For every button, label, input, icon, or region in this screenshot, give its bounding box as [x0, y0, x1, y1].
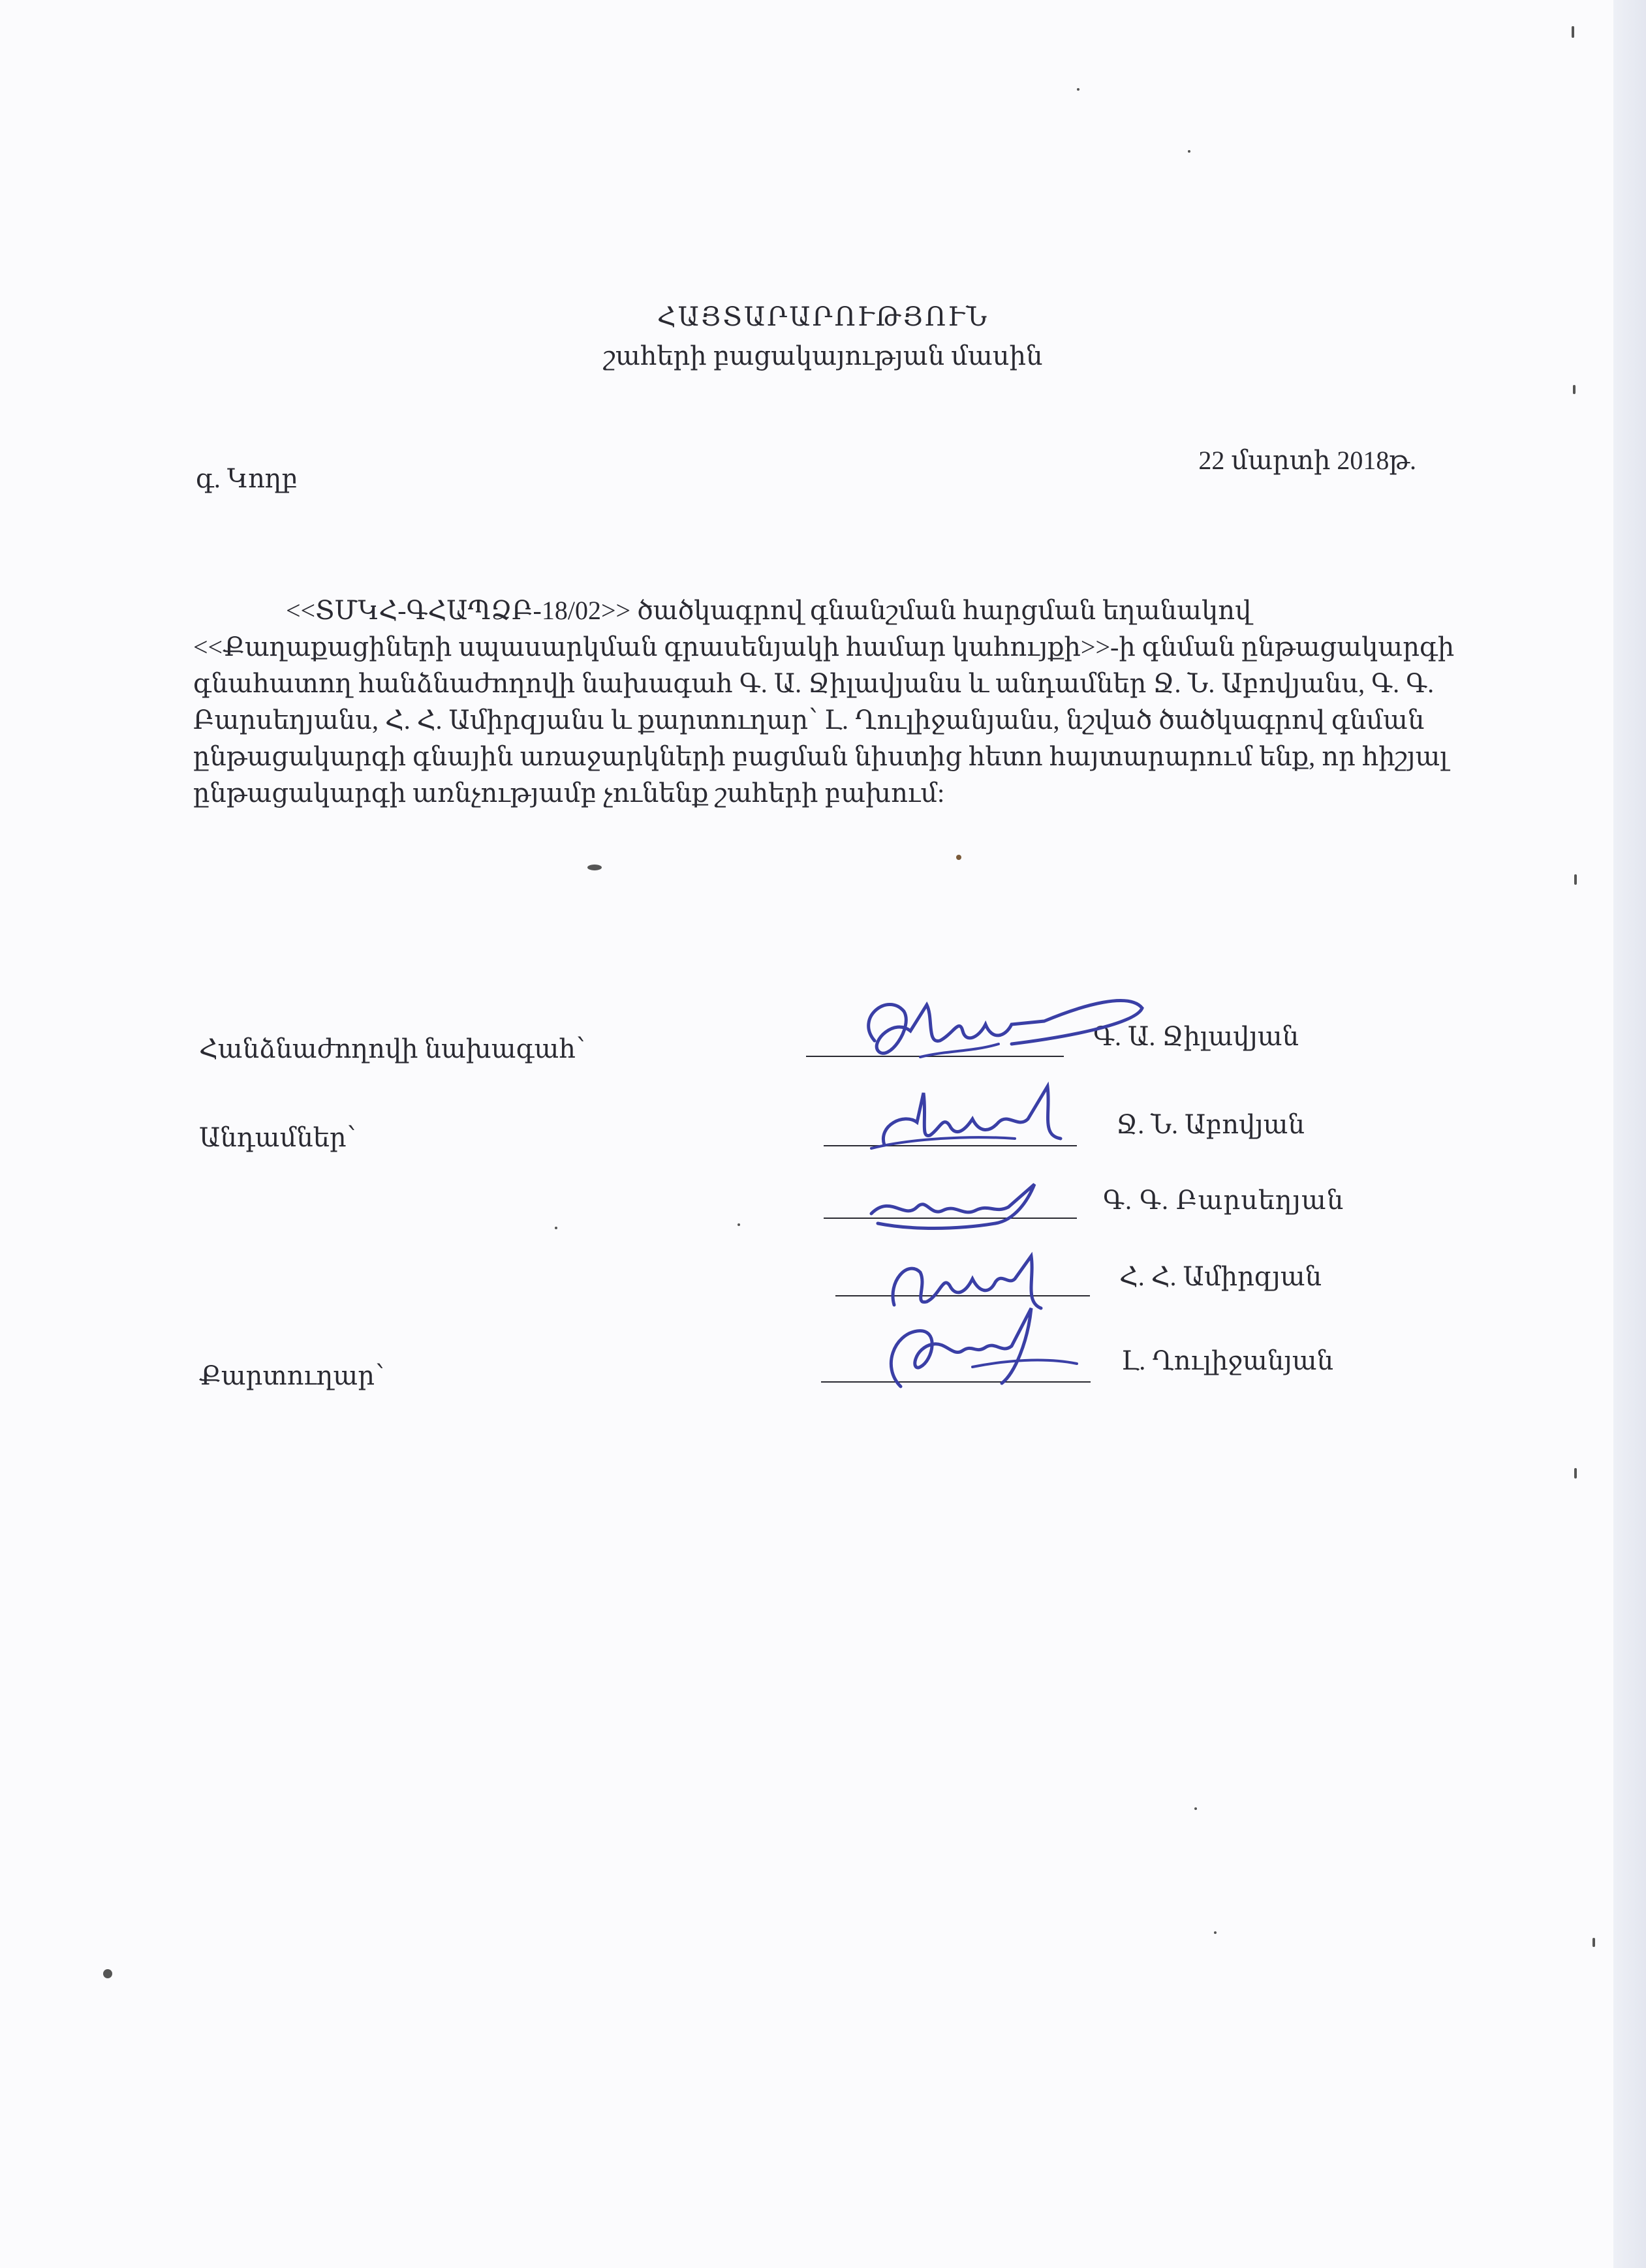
body-line: ընթացակարգի գնային առաջարկների բացման նիստից հետո հայտարարում ենք, որ հիշյալ: [193, 742, 1448, 771]
scan-speck: [1194, 1807, 1197, 1810]
body-line: Բարսեղյանս, Հ. Հ. Ամիրզյանս և քարտուղար՝ Լ. Ղուլիջանյանս, նշված ծածկագրով գնման: [193, 705, 1425, 735]
body-line: <<Քաղաքացիների սպասարկման գրասենյակի համար կահույքի>>-ի գնման ընթացակարգի: [193, 632, 1455, 662]
scan-speck: [1188, 150, 1190, 153]
signer-name: Ջ. Ն. Աբովյան: [1116, 1110, 1305, 1139]
chair-label: Հանձնաժողովի նախագահ՝: [199, 1034, 585, 1064]
scan-speck: [1077, 88, 1079, 91]
body-line: ընթացակարգի առնչությամբ չունենք շահերի բախում:: [193, 778, 945, 808]
signer-name: Գ. Ա. Ջիլավյան: [1093, 1022, 1299, 1051]
signature-member-1: [852, 1073, 1087, 1158]
document-city: գ. Կողբ: [196, 464, 298, 493]
scan-speck: [587, 865, 602, 870]
scan-speck: [738, 1223, 740, 1226]
scan-speck: [1573, 385, 1576, 394]
scan-speck: [555, 1227, 557, 1229]
scan-speck: [1592, 1938, 1595, 1947]
document-subtitle: շահերի բացակայության մասին: [603, 341, 1043, 371]
signature-secretary: [855, 1295, 1090, 1400]
body-line: գնահատող հանձնաժողովի նախագահ Գ. Ա. Ջիլավյանս և անդամներ Ջ. Ն. Աբովյանս, Գ. Գ.: [193, 669, 1435, 698]
secretary-label: Քարտուղար՝: [199, 1361, 384, 1390]
scan-speck: [956, 855, 961, 860]
document-date: 22 մարտի 2018թ.: [1198, 446, 1416, 475]
body-line: <<ՏՄԿՀ-ԳՀԱՊՁԲ-18/02>> ծածկագրով գնանշման հարցման եղանակով: [286, 596, 1252, 625]
signer-name: Հ. Հ. Ամիրզյան: [1119, 1262, 1322, 1291]
scan-speck: [1574, 874, 1577, 885]
signature-member-2: [852, 1174, 1061, 1236]
scan-speck: [1214, 1931, 1217, 1934]
scan-speck: [1574, 1468, 1577, 1479]
members-label: Անդամներ՝: [199, 1123, 356, 1152]
signer-name: Լ. Ղուլիջանյան: [1121, 1346, 1334, 1375]
document-title: ՀԱՅՏԱՐԱՐՈՒԹՅՈՒՆ: [657, 302, 989, 331]
scan-speck: [103, 1969, 112, 1978]
declaration-body: [193, 592, 1455, 812]
signature-chair: [848, 979, 1149, 1083]
signer-name: Գ. Գ. Բարսեղյան: [1103, 1186, 1344, 1215]
scan-speck: [1572, 26, 1574, 38]
